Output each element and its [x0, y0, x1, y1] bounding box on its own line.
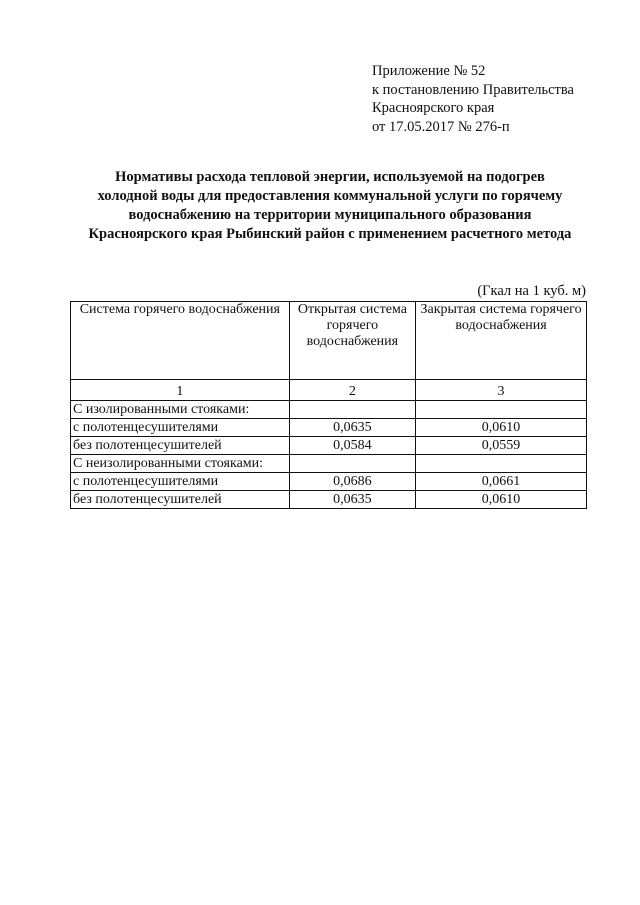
empty-cell: [416, 455, 587, 473]
column-number: 2: [289, 380, 415, 401]
closed-value: 0,0661: [416, 473, 587, 491]
table-header-row: [71, 302, 587, 380]
open-value: 0,0686: [289, 473, 415, 491]
open-value: 0,0584: [289, 437, 415, 455]
header-closed-system: Закрытая система горячего водоснабжения: [416, 302, 587, 380]
closed-value: 0,0559: [416, 437, 587, 455]
row-label: с полотенцесушителями: [71, 419, 290, 437]
column-number: 3: [416, 380, 587, 401]
table-row: [71, 419, 587, 437]
closed-value: 0,0610: [416, 491, 587, 509]
document-title: [40, 168, 620, 244]
row-label: без полотенцесушителей: [71, 491, 290, 509]
header-open-system: Открытая система горячего водоснабжения: [289, 302, 415, 380]
appendix-resolution: к постановлению Правительства: [372, 81, 574, 98]
column-number-row: [71, 380, 587, 401]
title-line: водоснабжению на территории муниципального образования: [128, 207, 532, 223]
open-value: 0,0635: [289, 419, 415, 437]
appendix-number: Приложение № 52: [372, 63, 486, 79]
empty-cell: [289, 401, 415, 419]
table-row: [71, 473, 587, 491]
header-system: Система горячего водоснабжения: [71, 302, 290, 380]
row-label: без полотенцесушителей: [71, 437, 290, 455]
appendix-reference: [372, 62, 622, 136]
open-value: 0,0635: [289, 491, 415, 509]
table-row: [71, 437, 587, 455]
closed-value: 0,0610: [416, 419, 587, 437]
appendix-region: Красноярского края: [372, 100, 495, 116]
title-line: холодной воды для предоставления коммунальной услуги по горячему: [97, 188, 563, 204]
row-label: с полотенцесушителями: [71, 473, 290, 491]
units-label: (Гкал на 1 куб. м): [477, 283, 586, 299]
section-title: С изолированными стояками:: [71, 401, 290, 419]
empty-cell: [289, 455, 415, 473]
column-number: 1: [71, 380, 290, 401]
section-row-uninsulated: [71, 455, 587, 473]
norms-table: [70, 301, 587, 509]
section-row-insulated: [71, 401, 587, 419]
title-line: Красноярского края Рыбинский район с применением расчетного метода: [88, 226, 572, 242]
appendix-date: от 17.05.2017 № 276-п: [372, 118, 510, 135]
section-title: С неизолированными стояками:: [71, 455, 290, 473]
title-line: Нормативы расхода тепловой энергии, используемой на подогрев: [115, 169, 545, 185]
table-row: [71, 491, 587, 509]
empty-cell: [416, 401, 587, 419]
